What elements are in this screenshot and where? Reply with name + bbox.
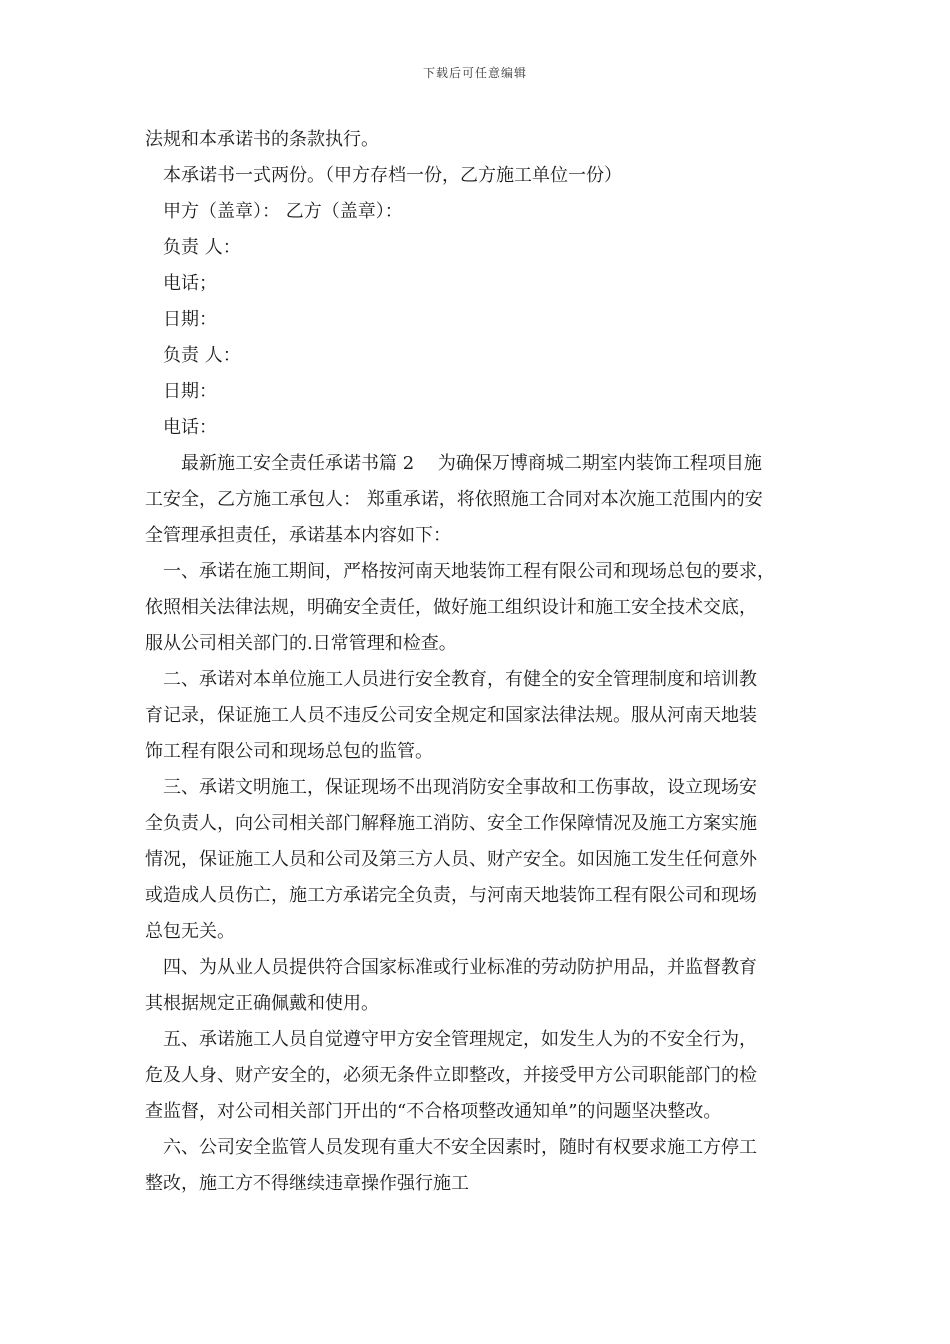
text-line: 负责 人： xyxy=(163,237,241,258)
text-line: 日期： xyxy=(163,381,217,402)
text-line: 情况，保证施工人员和公司及第三方人员、财产安全。如因施工发生任何意外 xyxy=(145,849,757,870)
text-line: 一、承诺在施工期间，严格按河南天地装饰工程有限公司和现场总包的要求， xyxy=(163,561,775,582)
text-line: 电话； xyxy=(163,273,217,294)
text-line: 电话： xyxy=(163,417,217,438)
page-header: 下载后可任意编辑 xyxy=(422,66,527,80)
text-line: 总包无关。 xyxy=(145,921,235,942)
text-line: 四、为从业人员提供符合国家标准或行业标准的劳动防护用品，并监督教育 xyxy=(163,957,757,978)
text-line: 饰工程有限公司和现场总包的监管。 xyxy=(145,741,433,762)
text-line: 工安全，乙方施工承包人： 郑重承诺，将依照施工合同对本次施工范围内的安 xyxy=(145,489,763,510)
text-line: 其根据规定正确佩戴和使用。 xyxy=(145,993,379,1014)
text-line: 全负责人，向公司相关部门解释施工消防、安全工作保障情况及施工方案实施 xyxy=(145,813,757,834)
text-line: 最新施工安全责任承诺书篇 2 为确保万博商城二期室内装饰工程项目施 xyxy=(181,453,762,474)
text-line: 危及人身、财产安全的，必须无条件立即整改，并接受甲方公司职能部门的检 xyxy=(145,1065,757,1086)
document-body xyxy=(145,122,815,1202)
text-line: 六、公司安全监管人员发现有重大不安全因素时，随时有权要求施工方停工 xyxy=(163,1137,757,1158)
text-line: 查监督，对公司相关部门开出的“不合格项整改通知单”的问题坚决整改。 xyxy=(145,1101,722,1122)
text-line: 甲方（盖章）： 乙方（盖章）： xyxy=(163,201,403,222)
text-line: 或造成人员伤亡，施工方承诺完全负责，与河南天地装饰工程有限公司和现场 xyxy=(145,885,757,906)
text-line: 法规和本承诺书的条款执行。 xyxy=(145,129,379,150)
text-line: 整改，施工方不得继续违章操作强行施工 xyxy=(145,1173,469,1194)
text-line: 二、承诺对本单位施工人员进行安全教育，有健全的安全管理制度和培训教 xyxy=(163,669,757,690)
text-line: 负责 人： xyxy=(163,345,241,366)
text-line: 依照相关法律法规，明确安全责任，做好施工组织设计和施工安全技术交底， xyxy=(145,597,757,618)
text-line: 日期： xyxy=(163,309,217,330)
text-line: 服从公司相关部门的.日常管理和检查。 xyxy=(145,633,457,654)
text-line: 全管理承担责任，承诺基本内容如下： xyxy=(145,525,451,546)
text-line: 三、承诺文明施工，保证现场不出现消防安全事故和工伤事故，设立现场安 xyxy=(163,777,757,798)
text-line: 本承诺书一式两份。（甲方存档一份，乙方施工单位一份） xyxy=(163,165,622,186)
text-line: 五、承诺施工人员自觉遵守甲方安全管理规定，如发生人为的不安全行为， xyxy=(163,1029,757,1050)
text-line: 育记录，保证施工人员不违反公司安全规定和国家法律法规。服从河南天地装 xyxy=(145,705,757,726)
